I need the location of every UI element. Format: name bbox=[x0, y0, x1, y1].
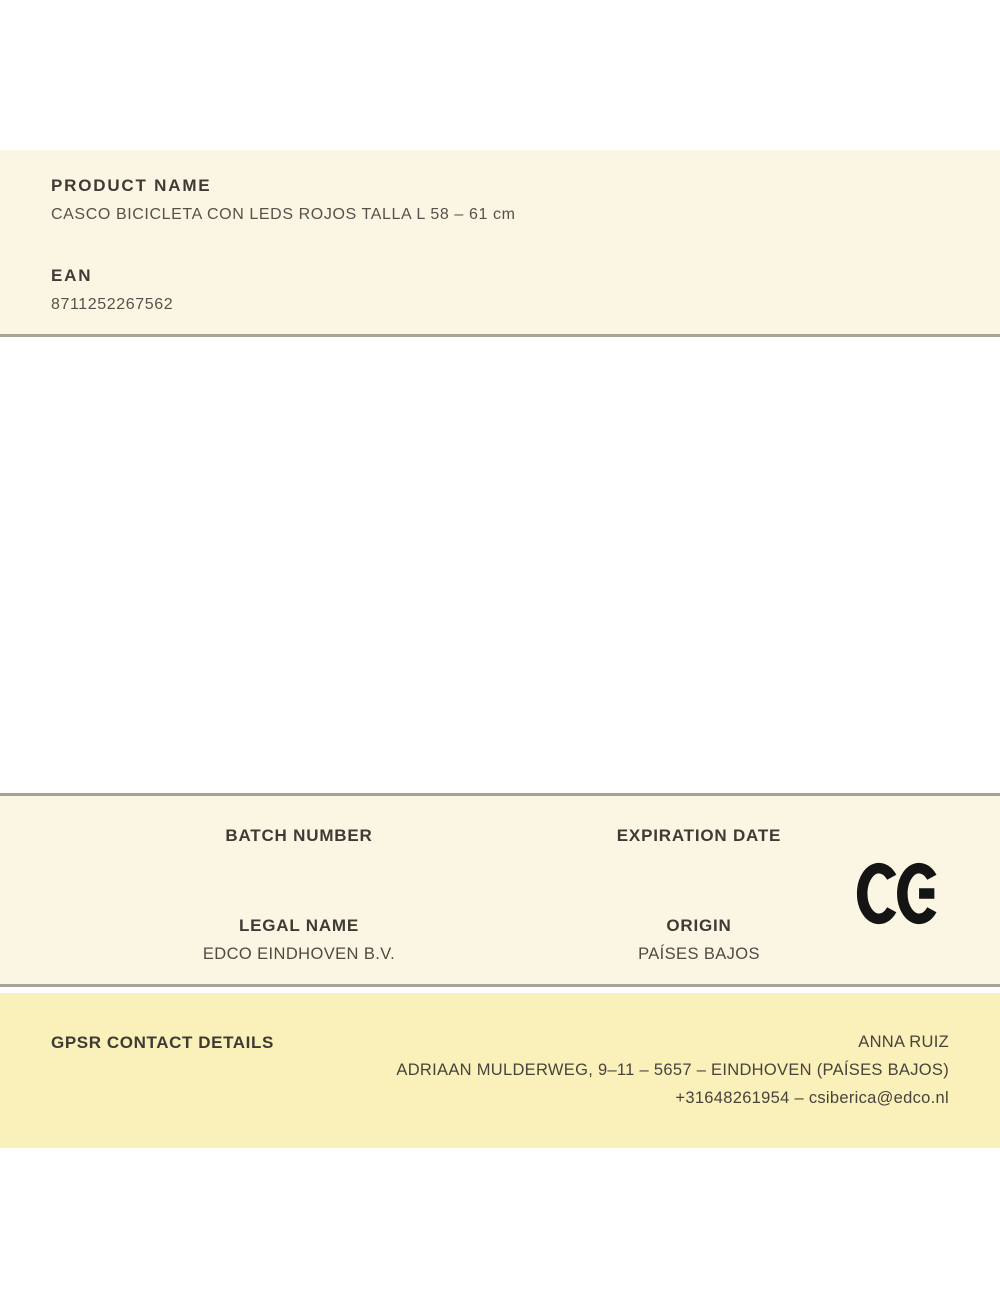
gpsr-phone-email: +31648261954 – csiberica@edco.nl bbox=[675, 1089, 949, 1107]
product-name-label: PRODUCT NAME bbox=[51, 176, 212, 195]
product-info-section bbox=[0, 150, 1000, 337]
ce-mark-icon bbox=[856, 860, 942, 928]
gpsr-contact-details-label: GPSR CONTACT DETAILS bbox=[51, 1033, 274, 1052]
legal-name-value: EDCO EINDHOVEN B.V. bbox=[202, 945, 396, 963]
gpsr-section bbox=[0, 993, 1000, 1148]
label-fields-section bbox=[0, 793, 1000, 987]
gpsr-address: ADRIAAN MULDERWEG, 9–11 – 5657 – EINDHOVEN (PAÍSES BAJOS) bbox=[396, 1061, 949, 1079]
expiration-date-label: EXPIRATION DATE bbox=[616, 826, 782, 845]
ean-label: EAN bbox=[51, 266, 93, 285]
ean-value: 8711252267562 bbox=[51, 296, 174, 313]
batch-number-label: BATCH NUMBER bbox=[225, 826, 373, 845]
product-name-value: CASCO BICICLETA CON LEDS ROJOS TALLA L 58 – 61 cm bbox=[51, 206, 516, 223]
origin-value: PAÍSES BAJOS bbox=[638, 945, 760, 963]
origin-label: ORIGIN bbox=[666, 916, 732, 935]
gpsr-contact-name: ANNA RUIZ bbox=[858, 1033, 949, 1051]
legal-name-label: LEGAL NAME bbox=[238, 916, 360, 935]
